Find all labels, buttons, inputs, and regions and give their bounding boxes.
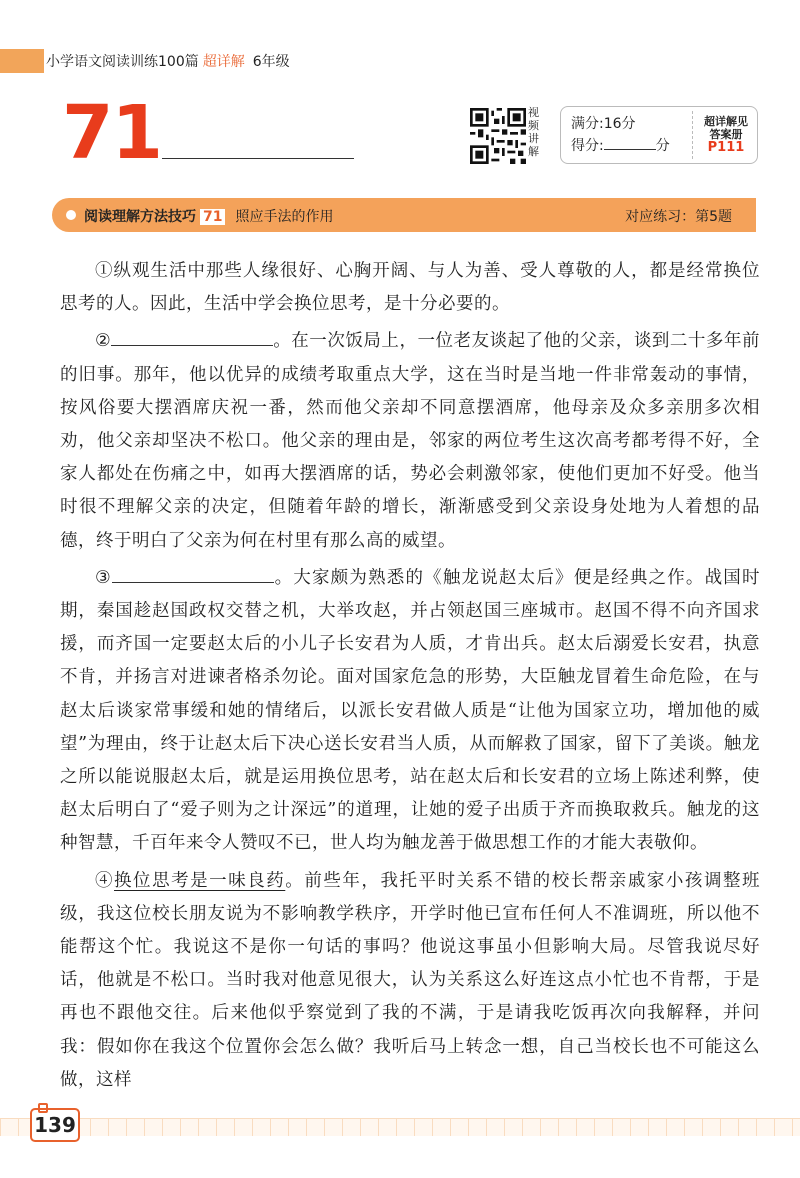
paragraph-4: ④换位思考是一味良药。前些年，我托平时关系不错的校长帮亲戚家小孩调整班级，我这位校长朋友说为不影响教学秩序，开学时他已宣布任何人不准调班，所以他不能帮这个忙。我说这不是你一句话的事吗？他说这事虽小但影响大局。尽管我说尽好话，他就是不松口。当时我对他意见很大，认为关系这么好连这点小忙也不肯帮，于是再也不跟他交往。后来他似乎察觉到了我的不满，于是请我吃饭再次向我解释，并问我：假如你在我这个位置你会怎么做？我听后马上转念一想，自己当校长也不可能这么做，这样: [60, 870, 761, 1090]
bullet-dot-icon: [66, 210, 76, 220]
lesson-number: 71: [62, 90, 161, 176]
score-label: 得分:: [571, 138, 604, 154]
title-blank-line: [162, 158, 354, 159]
running-header: [46, 49, 290, 73]
full-score: 满分:16分: [571, 116, 636, 132]
banner-title: 阅读理解方法技巧: [84, 209, 196, 225]
answer-blank-2[interactable]: [111, 327, 273, 346]
book-highlight: 超详解: [202, 54, 245, 70]
paragraph-2: ② 。在一次饭局上，一位老友谈起了他的父亲，谈到二十多年前的旧事。那年，他以优异的成绩考取重点大学，这在当时是当地一件非常轰动的事情，按风俗要大摆酒席庆祝一番，然而他父亲却不同意摆酒席，他母亲及众多亲朋多次相劝，他父亲却坚决不松口。他父亲的理由是，邻家的两位考生这次高考都考得不好，全家人都处在伤痛之中，如再大摆酒席的话，势必会刺激邻家，使他们更加不好受。他当时很不理解父亲的决定，但随着年龄的增长，渐渐感受到父亲设身处地为人着想的品德，终于明白了父亲为何在村里有那么高的威望。: [60, 325, 760, 557]
score-box: [560, 106, 758, 164]
score-blank[interactable]: [604, 149, 656, 150]
page-number: 139: [30, 1108, 80, 1142]
article-body: [60, 255, 760, 1101]
paragraph-1: ①纵观生活中那些人缘很好、心胸开阔、与人为善、受人尊敬的人，都是经常换位思考的人。因此，生活中学会换位思考，是十分必要的。: [60, 261, 760, 315]
paragraph-3: ③ 。大家颇为熟悉的《触龙说赵太后》便是经典之作。战国时期，秦国趁赵国政权交替之机，大举攻赵，并占领赵国三座城市。赵国不得不向齐国求援，而齐国一定要赵太后的小儿子长安君为人质，才肯出兵。赵太后溺爱长安君，执意不肯，并扬言对进谏者格杀勿论。面对国家危急的形势，大臣触龙冒着生命危险，在与赵太后谈家常事缓和她的情绪后，以派长安君做人质是“让他为国家立功，增加他的威望”为理由，终于让赵太后下决心送长安君当人质，从而解救了国家，留下了美谈。触龙之所以能说服赵太后，就是运用换位思考，站在赵太后和长安君的立场上陈述利弊，使赵太后明白了“爱子则为之计深远”的道理，让她的爱子出质于齐而换取救兵。触龙的这种智慧，千百年来令人赞叹不已，世人均为触龙善于做思想工作的才能大表敬仰。: [60, 562, 760, 861]
header-accent-strip: [0, 49, 44, 73]
qr-caption: 视频讲解: [528, 106, 539, 158]
score-divider: [692, 111, 693, 159]
answer-page: P111: [707, 140, 745, 155]
book-grade: 6年级: [252, 54, 290, 70]
score-unit: 分: [655, 138, 670, 154]
banner-number: 71: [200, 209, 225, 225]
footer-grid: [0, 1118, 800, 1136]
banner-practice: 对应练习：第5题: [625, 209, 732, 225]
qr-code-icon[interactable]: [470, 108, 526, 164]
book-title: 小学语文阅读训练100篇: [46, 54, 199, 70]
answer-reference: 超详解见 答案册 P111: [697, 115, 755, 154]
method-banner: [52, 198, 756, 232]
underlined-sentence: 换位思考是一味良药: [114, 870, 286, 891]
banner-subtitle: 照应手法的作用: [235, 209, 334, 225]
answer-blank-3[interactable]: [112, 564, 274, 583]
